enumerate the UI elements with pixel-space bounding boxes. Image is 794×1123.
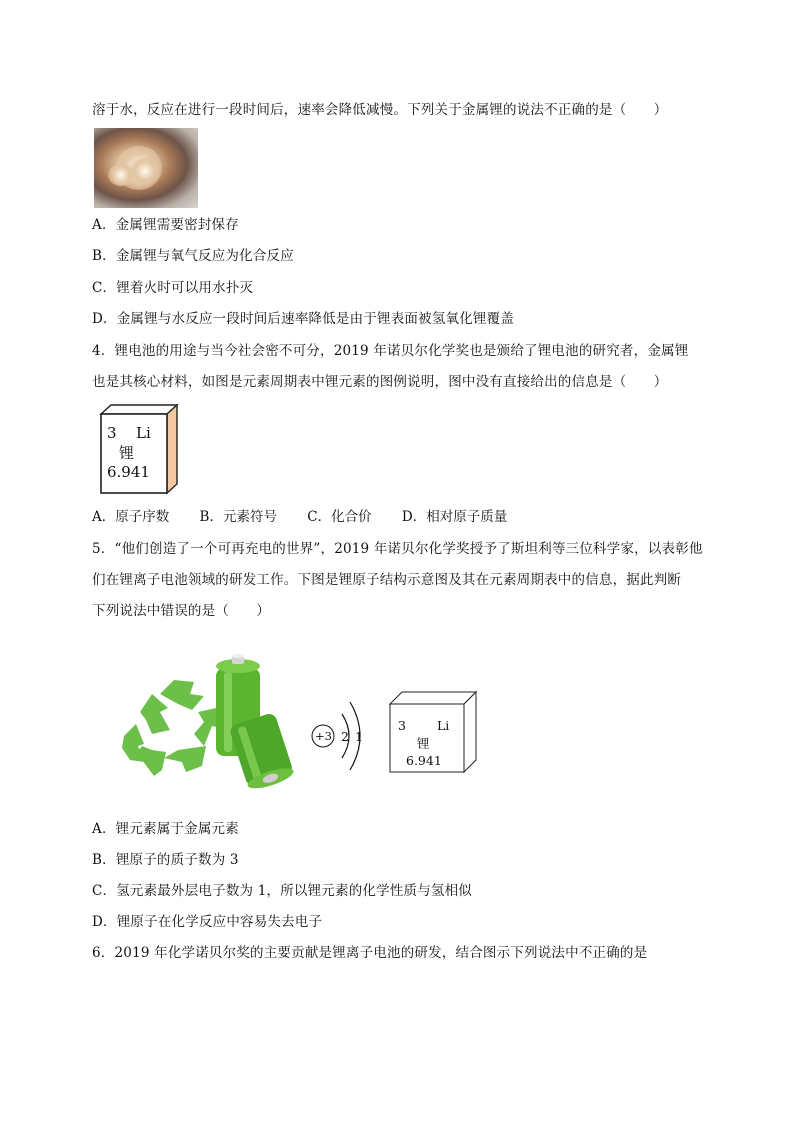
atom-nucleus-charge: +3 — [315, 729, 332, 743]
atom-shell-2-electrons: 1 — [355, 729, 363, 744]
lithium-element-tile — [98, 404, 182, 496]
q3-intro: 溶于水，反应在进行一段时间后，速率会降低减慢。下列关于金属锂的说法不正确的是（ ） — [92, 102, 668, 118]
q5-line-2: 们在锂离子电池领域的研发工作。下图是锂原子结构示意图及其在元素周期表中的信息，据此判断 — [92, 572, 682, 588]
tile-atomic-number: 3 — [107, 424, 117, 442]
q5-option-b: B．锂原子的质子数为 3 — [92, 852, 239, 868]
recycle-icon — [122, 680, 220, 776]
q5-line-3: 下列说法中错误的是（ ） — [92, 603, 271, 619]
q3-option-d: D．金属锂与水反应一段时间后速率降低是由于锂表面被氢氧化锂覆盖 — [92, 311, 515, 327]
tile2-symbol: Li — [437, 718, 450, 733]
q3-option-b: B．金属锂与氧气反应为化合反应 — [92, 248, 294, 264]
q5-option-d: D．锂原子在化学反应中容易失去电子 — [92, 914, 323, 930]
q4-line-2: 也是其核心材料，如图是元素周期表中锂元素的图例说明，图中没有直接给出的信息是（ ） — [92, 374, 668, 390]
burning-lithium-photo — [94, 128, 198, 208]
tile-symbol: Li — [136, 424, 151, 442]
q4-option-c: C．化合价 — [307, 509, 372, 525]
lithium-figure — [112, 650, 492, 790]
q6-line-1: 6．2019 年化学诺贝尔奖的主要贡献是锂离子电池的研发，结合图示下列说法中不正确的是 — [92, 945, 648, 961]
q5-option-a: A．锂元素属于金属元素 — [92, 821, 239, 837]
q4-option-a: A．原子序数 — [92, 509, 170, 525]
tile2-atomic-number: 3 — [398, 718, 406, 733]
atom-shell-1-electrons: 2 — [341, 729, 349, 744]
q4-line-1: 4．锂电池的用途与当今社会密不可分，2019 年诺贝尔化学奖也是颁给了锂电池的研究者，金属锂 — [92, 343, 689, 359]
battery-small-icon — [229, 712, 296, 790]
tile2-atomic-mass: 6.941 — [406, 753, 442, 768]
q5-option-c: C．氢元素最外层电子数为 1，所以锂元素的化学性质与氢相似 — [92, 883, 473, 899]
q5-line-1: 5．“他们创造了一个可再充电的世界”，2019 年诺贝尔化学奖授予了斯坦利等三位科学家，以表彰他 — [92, 541, 703, 557]
q3-option-a: A．金属锂需要密封保存 — [92, 217, 239, 233]
q3-option-c: C．锂着火时可以用水扑灭 — [92, 280, 254, 296]
q4-option-d: D．相对原子质量 — [401, 509, 508, 525]
tile-atomic-mass: 6.941 — [107, 463, 150, 481]
tile-element-name: 锂 — [119, 444, 135, 462]
q4-option-b: B．元素符号 — [199, 509, 277, 525]
q4-options — [92, 508, 533, 526]
tile2-element-name: 锂 — [417, 736, 430, 751]
